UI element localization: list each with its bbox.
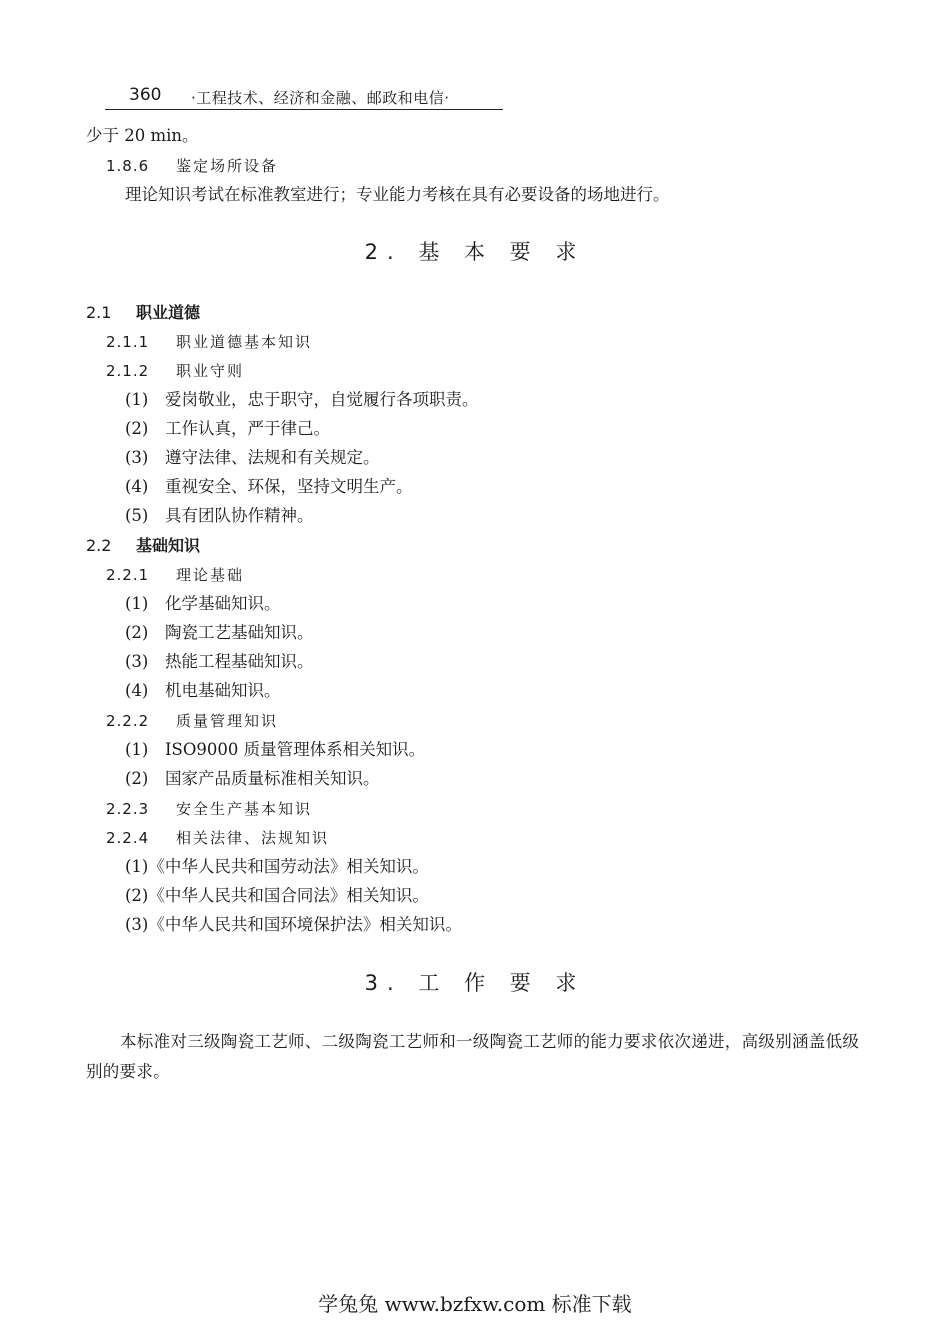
chapter-heading-3: 3. 工 作 要 求 xyxy=(364,971,586,995)
header-section-title: ·工程技术、经济和金融、邮政和电信· xyxy=(191,89,450,107)
section-number: 2.1.2 xyxy=(106,362,150,380)
section-number: 1.8.6 xyxy=(106,157,150,175)
section-heading-2-2-2 xyxy=(106,710,278,732)
section-number: 2.1 xyxy=(86,303,112,322)
section-number: 2.2.4 xyxy=(106,829,150,847)
section-number: 2.2.3 xyxy=(106,800,150,818)
section-title: 职业守则 xyxy=(176,362,245,380)
section-title: 相关法律、法规知识 xyxy=(176,829,330,847)
list-item: (5) 具有团队协作精神。 xyxy=(125,506,314,525)
section-title: 质量管理知识 xyxy=(176,712,279,730)
section-title: 安全生产基本知识 xyxy=(176,800,313,818)
section-heading-2-1-1 xyxy=(106,331,312,353)
section-number: 2.2 xyxy=(86,536,112,555)
section-heading-2-1 xyxy=(86,302,200,324)
continuation-line: 少于 20 min。 xyxy=(86,126,199,145)
section-text-1-8-6: 理论知识考试在标准教室进行；专业能力考核在具有必要设备的场地进行。 xyxy=(125,185,670,204)
section-number: 2.2.2 xyxy=(106,712,150,730)
running-header xyxy=(105,83,503,110)
list-item: (3) 热能工程基础知识。 xyxy=(125,652,314,671)
chapter-3-paragraph: 本标准对三级陶瓷工艺师、二级陶瓷工艺师和一级陶瓷工艺师的能力要求依次递进，高级别涵盖低级别的要求。 xyxy=(86,1032,860,1081)
section-number: 2.1.1 xyxy=(106,333,150,351)
section-title: 基础知识 xyxy=(136,536,201,555)
list-item: (3) 遵守法律、法规和有关规定。 xyxy=(125,448,380,467)
list-item: (2) 工作认真，严于律己。 xyxy=(125,419,330,438)
section-title: 职业道德 xyxy=(136,303,201,322)
list-item: (1) 化学基础知识。 xyxy=(125,594,281,613)
section-heading-2-2-4 xyxy=(106,827,329,849)
footer-watermark: 学兔兔 www.bzfxw.com 标准下载 xyxy=(318,1292,632,1316)
section-number: 2.2.1 xyxy=(106,566,150,584)
list-item: (3)《中华人民共和国环境保护法》相关知识。 xyxy=(125,915,462,934)
list-item: (2)《中华人民共和国合同法》相关知识。 xyxy=(125,886,429,905)
section-heading-2-1-2 xyxy=(106,360,244,382)
list-item: (4) 机电基础知识。 xyxy=(125,681,281,700)
list-item: (4) 重视安全、环保，坚持文明生产。 xyxy=(125,477,413,496)
chapter-heading-2: 2. 基 本 要 求 xyxy=(364,240,586,264)
section-heading-2-2-1 xyxy=(106,564,244,586)
section-heading-1-8-6 xyxy=(106,155,278,177)
list-item: (2) 国家产品质量标准相关知识。 xyxy=(125,769,380,788)
section-title: 鉴定场所设备 xyxy=(176,157,279,175)
section-title: 职业道德基本知识 xyxy=(176,333,313,351)
list-item: (1) ISO9000 质量管理体系相关知识。 xyxy=(125,740,426,759)
section-title: 理论基础 xyxy=(176,566,245,584)
list-item: (1) 爱岗敬业，忠于职守，自觉履行各项职责。 xyxy=(125,390,479,409)
section-heading-2-2-3 xyxy=(106,798,312,820)
section-heading-2-2 xyxy=(86,535,200,557)
page-number: 360 xyxy=(129,85,162,105)
list-item: (1)《中华人民共和国劳动法》相关知识。 xyxy=(125,857,429,876)
list-item: (2) 陶瓷工艺基础知识。 xyxy=(125,623,314,642)
